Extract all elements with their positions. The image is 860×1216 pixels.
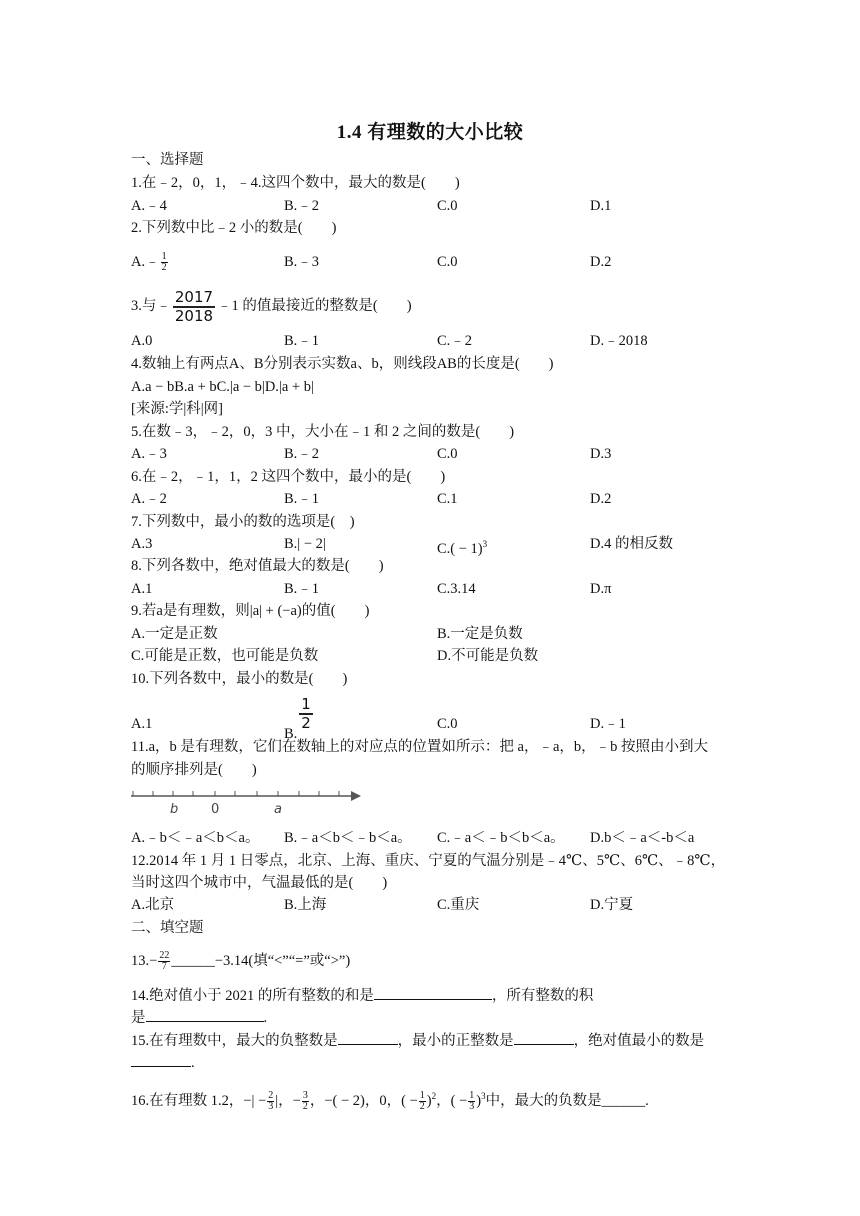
page-title: 1.4 有理数的大小比较 (336, 122, 524, 143)
source-note: [来源:学|科|网] (131, 401, 223, 417)
q5-option-a: A.﹣3 (131, 446, 167, 462)
q14-text-b: ，所有整数的积 (491, 988, 594, 1004)
section-heading-fill: 二、填空题 (131, 920, 204, 936)
q10-option-a: A.1 (131, 716, 153, 732)
q5-option-b: B.﹣2 (284, 446, 320, 462)
q16-text-mid4: ，( − (436, 1092, 468, 1109)
q15-text-3: ，绝对值最小的数是 (573, 1033, 705, 1049)
fraction-numerator: 3 (302, 1090, 308, 1101)
q3-option-a: A.0 (131, 333, 153, 349)
q16-exponent-2: 3 (481, 1091, 486, 1101)
question-5-stem: 5.在数﹣3，﹣2，0，3 中，大小在﹣1 和 2 之间的数是( ) (131, 424, 515, 440)
question-15-line2 (131, 1052, 195, 1073)
q3-prefix: 3.与﹣ (131, 298, 171, 314)
q16-exponent-1: 2 (431, 1091, 437, 1101)
q1-option-c: C.0 (437, 198, 458, 214)
fraction-numerator: 1 (469, 1090, 475, 1101)
q9-option-b: B.一定是负数 (437, 626, 523, 642)
q9-option-d: D.不可能是负数 (437, 648, 539, 664)
q9-option-a: A.一定是正数 (131, 626, 218, 642)
q12-option-a: A.北京 (131, 897, 175, 913)
q15-text-2: ，最小的正整数是 (397, 1033, 514, 1049)
fraction-denominator: 2 (302, 1101, 308, 1112)
question-2-stem: 2.下列数中比﹣2 小的数是( ) (131, 220, 337, 236)
q11-option-b: B.﹣a＜b＜﹣b＜a。 (284, 830, 412, 846)
q12-option-d: D.宁夏 (590, 897, 634, 913)
axis-label-b: b (170, 802, 179, 816)
q16-suffix: 中，最大的负数是 (485, 1092, 602, 1109)
q11-option-a: A.﹣b＜﹣a＜b＜a。 (131, 830, 260, 846)
question-3-stem (131, 288, 412, 324)
fraction-numerator: 2017 (174, 287, 214, 306)
axis-label-zero: 0 (211, 802, 220, 816)
fraction-denominator: 2 (161, 262, 167, 274)
q5-option-c: C.0 (437, 446, 458, 462)
q2-option-a-prefix: A.﹣ (131, 254, 160, 270)
question-11-stem-line2: 的顺序排列是( ) (131, 762, 257, 778)
q3-fraction-image (173, 289, 215, 325)
question-14-line2 (131, 1007, 267, 1028)
fraction (419, 1091, 426, 1112)
question-15-line1 (131, 1030, 704, 1051)
fraction (158, 951, 170, 972)
q11-option-c: C.﹣a＜﹣b＜b＜a。 (437, 830, 565, 846)
q4-options: A.a − bB.a + bC.|a − b|D.|a + b| (131, 379, 314, 395)
q15-answer-blank-1[interactable] (338, 1030, 398, 1045)
question-12-stem-line2: 当时这四个城市中，气温最低的是( ) (131, 875, 388, 891)
q16-end: . (645, 1092, 649, 1109)
fraction-denominator: 3 (469, 1101, 475, 1112)
q6-option-b: B.﹣1 (284, 491, 320, 507)
q3-option-c: C.﹣2 (437, 333, 473, 349)
number-line-arrow (351, 791, 361, 801)
question-10-stem: 10.下列各数中，最小的数是( ) (131, 671, 348, 687)
question-1-stem: 1.在﹣2，0，1，﹣4.这四个数中，最大的数是( ) (131, 175, 460, 191)
fraction-numerator: 1 (161, 251, 167, 263)
fraction (468, 1091, 475, 1112)
q1-option-a: A.﹣4 (131, 198, 167, 214)
number-line-figure (129, 786, 364, 816)
fraction-denominator: 2 (301, 714, 311, 732)
q13-prefix: 13.− (131, 953, 158, 969)
fraction-numerator: 2 (268, 1090, 274, 1101)
q6-option-d: D.2 (590, 491, 612, 507)
fraction (302, 1091, 309, 1112)
q7-option-b: B.| − 2| (284, 536, 326, 552)
fraction-numerator: 1 (419, 1090, 425, 1101)
q14-answer-blank-sum[interactable] (374, 985, 492, 1000)
q7-option-c-base: C.( − 1) (437, 540, 483, 557)
fraction-numerator: 22 (159, 950, 170, 962)
question-6-stem: 6.在﹣2，﹣1，1，2 这四个数中，最小的是( ) (131, 469, 446, 485)
q3-option-d: D.﹣2018 (590, 333, 648, 349)
question-13 (131, 948, 350, 974)
q7-option-a: A.3 (131, 536, 153, 552)
q7-option-c (437, 534, 487, 559)
q7-option-c-exponent: 3 (482, 539, 488, 549)
fraction (267, 1091, 274, 1112)
question-8-stem: 8.下列各数中，绝对值最大的数是( ) (131, 558, 384, 574)
question-11-stem-line1: 11.a，b 是有理数，它们在数轴上的对应点的位置如所示：把 a，﹣a，b，﹣b 按照由小到大 (131, 739, 709, 755)
q16-text-mid1: |，− (275, 1092, 301, 1109)
q6-option-c: C.1 (437, 491, 458, 507)
q16-text-mid5: ) (476, 1092, 482, 1109)
axis-label-a: a (274, 802, 282, 816)
q15-answer-blank-3[interactable] (131, 1052, 191, 1067)
fraction-denominator: 2 (419, 1101, 425, 1112)
q2-option-a (131, 252, 169, 273)
q5-option-d: D.3 (590, 446, 612, 462)
q9-option-c: C.可能是正数，也可能是负数 (131, 648, 319, 664)
section-heading-choice: 一、选择题 (131, 152, 204, 168)
question-12-stem-line1: 12.2014 年 1 月 1 日零点，北京、上海、重庆、宁夏的气温分别是﹣4℃、5℃、6℃、﹣8℃， (131, 853, 726, 869)
q14-text-a: 14.绝对值小于 2021 的所有整数的和是 (131, 988, 374, 1004)
fraction (161, 252, 168, 273)
q10-option-b-prefix: B. (284, 726, 298, 742)
question-7-stem: 7.下列数中，最小的数的选项是( ) (131, 514, 355, 530)
question-14-line1 (131, 985, 593, 1006)
q15-text-1: 15.在有理数中，最大的负整数是 (131, 1033, 338, 1049)
q14-answer-blank-product[interactable] (146, 1007, 264, 1022)
q2-option-d: D.2 (590, 254, 612, 270)
q10-fraction-image (299, 696, 313, 732)
question-4-stem: 4.数轴上有两点A、B分别表示实数a、b，则线段AB的长度是( ) (131, 356, 554, 372)
q11-option-d: D.b＜﹣a＜-b＜a (590, 830, 695, 846)
q3-option-b: B.﹣1 (284, 333, 320, 349)
q15-end: . (191, 1055, 195, 1071)
q10-option-c: C.0 (437, 716, 458, 732)
q14-text-d: . (263, 1010, 268, 1026)
fraction-denominator: 3 (268, 1101, 274, 1112)
q16-prefix: 16.在有理数 1.2，−| − (131, 1092, 267, 1109)
q10-option-d: D.﹣1 (590, 716, 626, 732)
question-16 (131, 1083, 649, 1114)
q16-text-mid3: ) (426, 1092, 432, 1109)
fraction-numerator: 1 (301, 695, 311, 713)
question-9-stem: 9.若a是有理数，则|a| + (−a)的值( ) (131, 603, 370, 619)
q16-answer-blank[interactable]: ______ (601, 1092, 646, 1109)
q2-option-b: B.﹣3 (284, 254, 320, 270)
q12-option-b: B.上海 (284, 897, 327, 913)
q13-answer-blank[interactable]: ______ (171, 953, 215, 969)
fraction-denominator: 7 (161, 961, 167, 973)
q3-suffix: ﹣1 的值最接近的整数是( ) (217, 298, 412, 314)
q14-text-c: 是 (131, 1010, 146, 1026)
q2-option-c: C.0 (437, 254, 458, 270)
q1-option-d: D.1 (590, 198, 612, 214)
q16-text-mid2: ，−( − 2)，0，( − (309, 1092, 418, 1109)
q15-answer-blank-2[interactable] (514, 1030, 574, 1045)
q7-option-d: D.4 的相反数 (590, 536, 673, 552)
q6-option-a: A.﹣2 (131, 491, 167, 507)
q8-option-d: D.π (590, 581, 612, 597)
q8-option-a: A.1 (131, 581, 153, 597)
q8-option-b: B.﹣1 (284, 581, 320, 597)
fraction-denominator: 2018 (174, 306, 214, 325)
q8-option-c: C.3.14 (437, 581, 476, 597)
q1-option-b: B.﹣2 (284, 198, 320, 214)
q12-option-c: C.重庆 (437, 897, 480, 913)
q13-suffix: −3.14(填“<”“=”或“>”) (214, 953, 351, 969)
